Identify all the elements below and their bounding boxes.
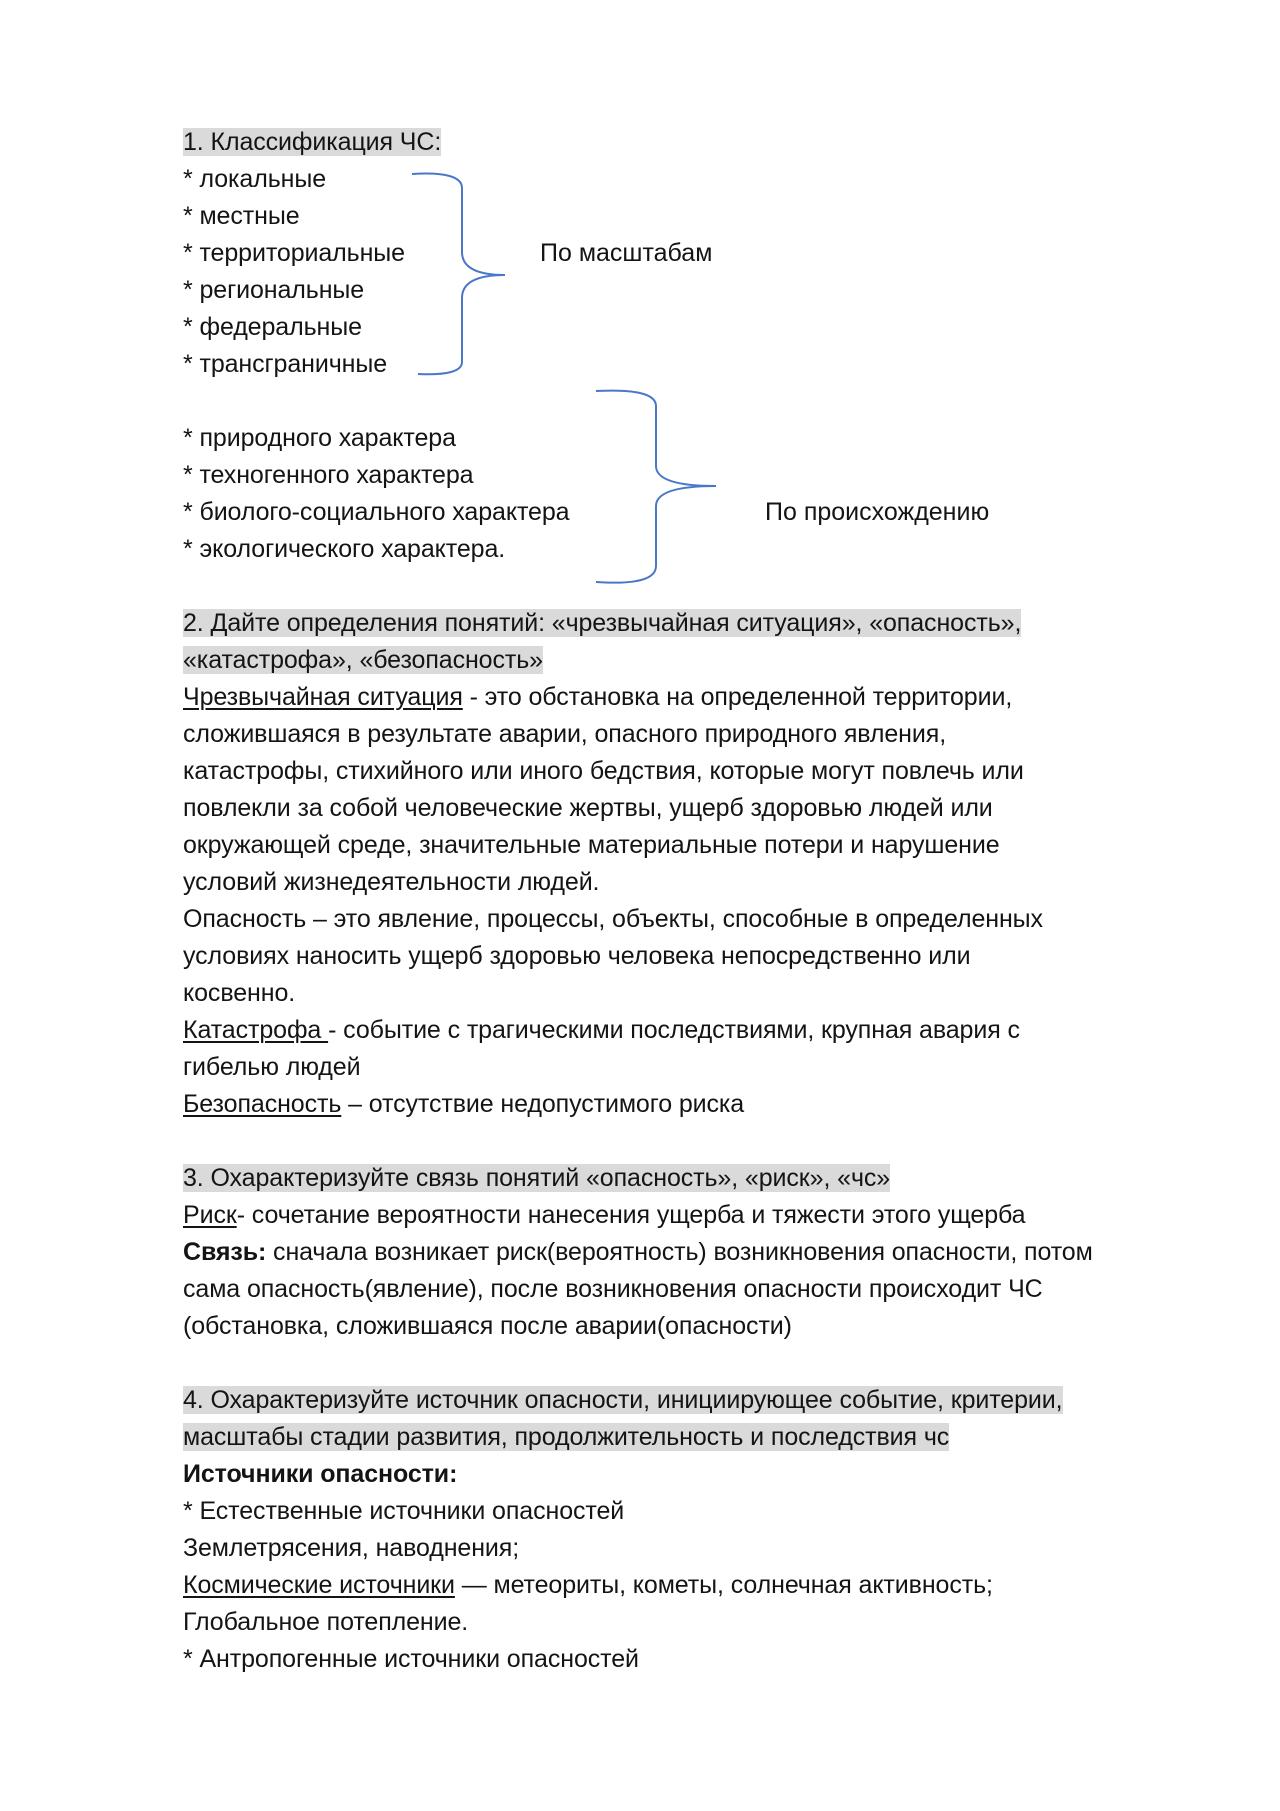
link-line: сама опасность(явление), после возникновения опасности происходит ЧС [183,1275,1043,1303]
es-term: Чрезвычайная ситуация [183,683,463,711]
global-warming: Глобальное потепление. [183,1608,469,1636]
space-sources-term: Космические источники [183,1571,455,1599]
sources-heading: Источники опасности: [183,1460,458,1488]
q2-title-line2: «катастрофа», «безопасность» [183,646,543,674]
q1-title: 1. Классификация ЧС: [183,128,442,156]
es-definition-line: сложившаяся в результате аварии, опасного природного явления, [183,720,947,748]
origin-label: По происхождению [765,498,990,526]
q2-title-line1: 2. Дайте определения понятий: «чрезвычайная ситуация», «опасность», [183,609,1022,637]
es-definition-line: повлекли за собой человеческие жертвы, ущерб здоровью людей или [183,794,993,822]
danger-definition-line: косвенно. [183,979,296,1007]
q4-title-line2: масштабы стадии развития, продолжительность и последствия чс [183,1423,950,1451]
origin-item: * природного характера [183,424,456,452]
natural-sources: * Естественные источники опасностей [183,1497,625,1525]
link-line: Связь: сначала возникает риск(вероятность) возникновения опасности, потом [183,1238,1093,1266]
scale-item: * федеральные [183,313,362,341]
risk-term: Риск [183,1201,237,1229]
anthropogenic-sources: * Антропогенные источники опасностей [183,1645,639,1673]
q3-title: 3. Охарактеризуйте связь понятий «опасность», «риск», «чс» [183,1164,891,1192]
es-definition-line: условий жизнедеятельности людей. [183,868,600,896]
safety-definition-line: Безопасность – отсутствие недопустимого риска [183,1090,745,1118]
safety-term: Безопасность [183,1090,342,1118]
space-sources-line: Космические источники — метеориты, кометы, солнечная активность; [183,1571,993,1599]
catastrophe-definition-line: Катастрофа - событие с трагическими последствиями, крупная авария с [183,1016,1020,1044]
scale-item: * территориальные [183,239,405,267]
scale-item: * трансграничные [183,350,388,378]
origin-item: * экологического характера. [183,535,506,563]
scale-label: По масштабам [540,239,713,267]
scale-item: * региональные [183,276,365,304]
es-definition-line: Чрезвычайная ситуация - это обстановка на определенной территории, [183,683,1013,711]
origin-item: * техногенного характера [183,461,474,489]
danger-definition-line: Опасность – это явление, процессы, объекты, способные в определенных [183,905,1043,933]
link-line: (обстановка, сложившаяся после аварии(опасности) [183,1312,792,1340]
risk-definition-line: Риск- сочетание вероятности нанесения ущерба и тяжести этого ущерба [183,1201,1026,1229]
scale-item: * местные [183,202,300,230]
scale-item: * локальные [183,165,327,193]
q4-title-line1: 4. Охарактеризуйте источник опасности, инициирующее событие, критерии, [183,1386,1063,1414]
scale-brace [400,170,510,380]
es-definition-line: окружающей среде, значительные материальные потери и нарушение [183,831,1000,859]
origin-brace [590,388,720,588]
origin-item: * биолого-социального характера [183,498,570,526]
link-label: Связь: [183,1238,267,1266]
danger-definition-line: условиях наносить ущерб здоровью человека непосредственно или [183,942,971,970]
catastrophe-definition-line: гибелью людей [183,1053,361,1081]
es-definition-line: катастрофы, стихийного или иного бедствия, которые могут повлечь или [183,757,1024,785]
natural-examples: Землетрясения, наводнения; [183,1534,520,1562]
catastrophe-term: Катастрофа [183,1016,329,1044]
